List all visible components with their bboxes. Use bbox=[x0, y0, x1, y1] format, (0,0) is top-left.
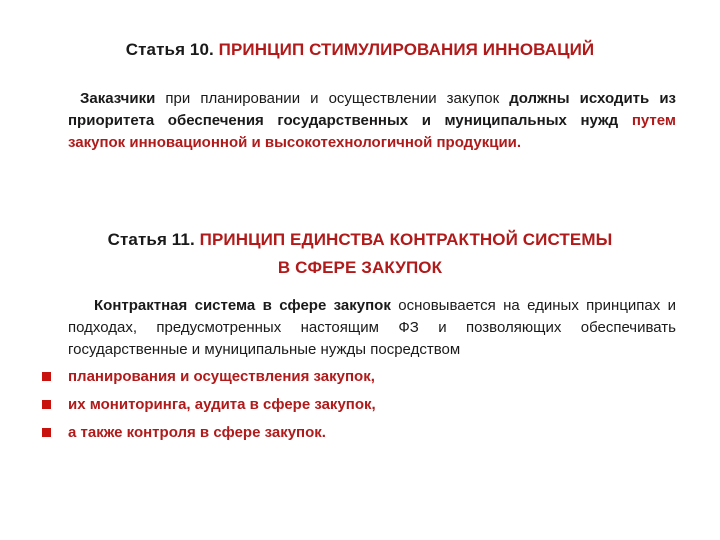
bullet-text: планирования и осуществления закупок, bbox=[68, 368, 375, 385]
list-item bbox=[40, 420, 376, 446]
square-bullet-icon bbox=[42, 400, 51, 409]
article-10-obligation: должны исходить из приоритета обеспечения государственных и муниципальных нужд bbox=[68, 90, 676, 129]
article-10-subject: Заказчики bbox=[80, 90, 156, 107]
square-bullet-icon bbox=[42, 428, 51, 437]
bullet-text: а также контроля в сфере закупок. bbox=[68, 424, 326, 441]
article-11-bullet-list bbox=[40, 364, 376, 448]
article-11-heading bbox=[10, 230, 710, 250]
article-11-paragraph bbox=[68, 295, 676, 361]
article-11-title-line1: ПРИНЦИП ЕДИНСТВА КОНТРАКТНОЙ СИСТЕМЫ bbox=[199, 230, 613, 249]
article-10-paragraph bbox=[68, 88, 676, 154]
article-10-label: Статья 10. bbox=[125, 40, 214, 59]
article-11-subject: Контрактная система в сфере закупок bbox=[94, 297, 391, 314]
article-10-title: ПРИНЦИП СТИМУЛИРОВАНИЯ ИННОВАЦИЙ bbox=[218, 40, 595, 59]
article-11-text: основывается на единых принципах и подходах, предусмотренных настоящим ФЗ и позволяющих обеспечивать государственные и муниципальные нужды посредством bbox=[68, 297, 676, 358]
article-10-method: путем закупок инновационной и высокотехнологичной продукции. bbox=[68, 112, 676, 151]
article-11-title-line2: В СФЕРЕ ЗАКУПОК bbox=[277, 258, 443, 277]
article-11-label: Статья 11. bbox=[107, 230, 195, 249]
list-item bbox=[40, 392, 376, 418]
article-10-heading bbox=[0, 40, 720, 60]
square-bullet-icon bbox=[42, 372, 51, 381]
bullet-text: их мониторинга, аудита в сфере закупок, bbox=[68, 396, 376, 413]
article-10-text: при планировании и осуществлении закупок bbox=[155, 90, 510, 107]
list-item bbox=[40, 364, 376, 390]
